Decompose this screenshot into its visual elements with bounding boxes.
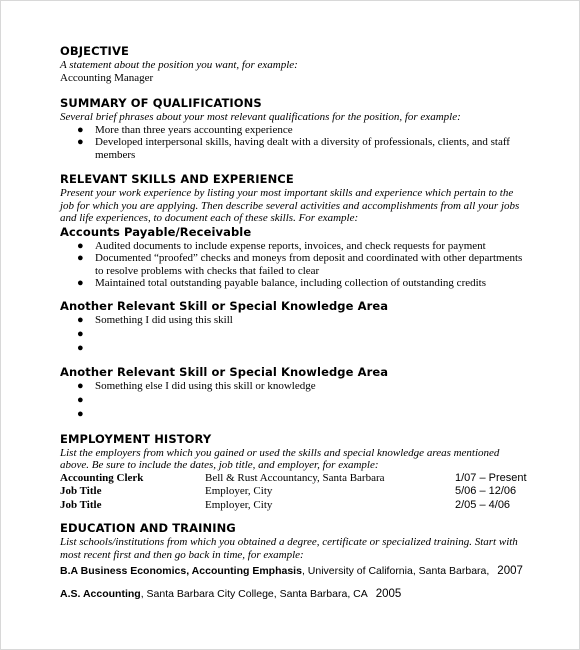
list-item: ● More than three years accounting experience bbox=[77, 123, 293, 136]
dates-cell: 1/07 – Present bbox=[455, 471, 527, 484]
summary-list bbox=[60, 124, 530, 162]
summary-heading: SUMMARY OF QUALIFICATIONS bbox=[60, 96, 262, 110]
bullet-icon: ● bbox=[77, 379, 84, 392]
job-title-cell: Accounting Clerk bbox=[60, 471, 144, 484]
objective-heading: OBJECTIVE bbox=[60, 44, 129, 58]
experience-heading: RELEVANT SKILLS AND EXPERIENCE bbox=[60, 172, 294, 186]
resume-document bbox=[60, 44, 530, 601]
bullet-icon: ● bbox=[77, 393, 84, 406]
school-label: , Santa Barbara City College, Santa Barbara, CA bbox=[140, 588, 368, 600]
bullet-icon: ● bbox=[77, 123, 84, 136]
education-heading: EDUCATION AND TRAINING bbox=[60, 521, 236, 535]
employer-cell: Bell & Rust Accountancy, Santa Barbara bbox=[205, 471, 385, 484]
list-item: ● Audited documents to include expense reports, invoices, and check requests for payment bbox=[77, 239, 486, 252]
list-item: ● Something I did using this skill bbox=[77, 313, 233, 326]
employment-table bbox=[60, 472, 530, 513]
job-title-cell: Job Title bbox=[60, 498, 102, 511]
bullet-icon: ● bbox=[77, 327, 84, 340]
experience-section bbox=[60, 172, 530, 422]
employer-cell: Employer, City bbox=[205, 498, 273, 511]
bullet-icon: ● bbox=[77, 407, 84, 420]
skill-area-title: Another Relevant Skill or Special Knowledge Area bbox=[60, 364, 389, 379]
bullet-icon: ● bbox=[77, 136, 84, 148]
skill-area-list bbox=[60, 240, 530, 290]
skill-area-title: Accounts Payable/Receivable bbox=[60, 224, 252, 239]
education-section bbox=[60, 521, 530, 601]
employment-section bbox=[60, 432, 530, 513]
summary-section bbox=[60, 96, 530, 161]
list-item bbox=[60, 408, 530, 422]
experience-instruction: Present your work experience by listing your most important skills and experience which pertain to the job for which you are applying. Then describe several activities and accomplishments from all your jobs and life experiences, to document each of these skills. For example: bbox=[60, 187, 520, 224]
objective-text: Accounting Manager bbox=[60, 71, 154, 84]
dates-cell: 2/05 – 4/06 bbox=[455, 498, 511, 511]
list-item bbox=[60, 394, 530, 408]
list-item bbox=[60, 342, 530, 356]
degree-label: B.A Business Economics, Accounting Emphasis bbox=[60, 565, 302, 577]
year-label: 2007 bbox=[497, 565, 523, 577]
summary-instruction: Several brief phrases about your most relevant qualifications for the position, for example: bbox=[60, 111, 461, 123]
education-entry bbox=[60, 564, 530, 578]
bullet-icon: ● bbox=[77, 277, 84, 289]
skill-area-list bbox=[60, 380, 530, 422]
bullet-icon: ● bbox=[77, 341, 84, 354]
bullet-icon: ● bbox=[77, 239, 84, 252]
degree-label: A.S. Accounting bbox=[60, 588, 141, 600]
table-row bbox=[60, 499, 530, 513]
year-label: 2005 bbox=[375, 588, 402, 600]
school-label: , University of California, Santa Barbara, bbox=[301, 565, 490, 577]
objective-section bbox=[60, 44, 530, 84]
list-item: ● Documented “proofed” checks and moneys from deposit and coordinated with other departments to resolve problems with checks that failed to clear bbox=[77, 252, 523, 277]
employer-cell: Employer, City bbox=[205, 485, 273, 497]
job-title-cell: Job Title bbox=[60, 485, 102, 497]
bullet-icon: ● bbox=[77, 252, 84, 264]
bullet-icon: ● bbox=[77, 313, 84, 326]
list-item: ● Something else I did using this skill or knowledge bbox=[77, 379, 316, 392]
education-instruction: List schools/institutions from which you obtained a degree, certificate or specialized training. Start with most recent first and then go back in time, for example: bbox=[60, 536, 518, 561]
table-row bbox=[60, 485, 530, 499]
education-entry bbox=[60, 587, 530, 601]
objective-instruction: A statement about the position you want, for example: bbox=[60, 59, 298, 71]
employment-heading: EMPLOYMENT HISTORY bbox=[60, 431, 212, 446]
dates-cell: 5/06 – 12/06 bbox=[455, 485, 517, 497]
list-item: ● Developed interpersonal skills, having dealt with a diversity of professionals, clients, and staff members bbox=[77, 136, 510, 161]
employment-instruction: List the employers from which you gained or used the skills and special knowledge areas mentioned above. Be sure to include the dates, job title, and employer, for example: bbox=[60, 446, 500, 471]
list-item bbox=[60, 328, 530, 342]
skill-area-list bbox=[60, 314, 530, 356]
list-item: ● Maintained total outstanding payable balance, including collection of outstanding credits bbox=[77, 277, 487, 289]
skill-area-title: Another Relevant Skill or Special Knowledge Area bbox=[60, 298, 389, 313]
table-row bbox=[60, 472, 530, 486]
